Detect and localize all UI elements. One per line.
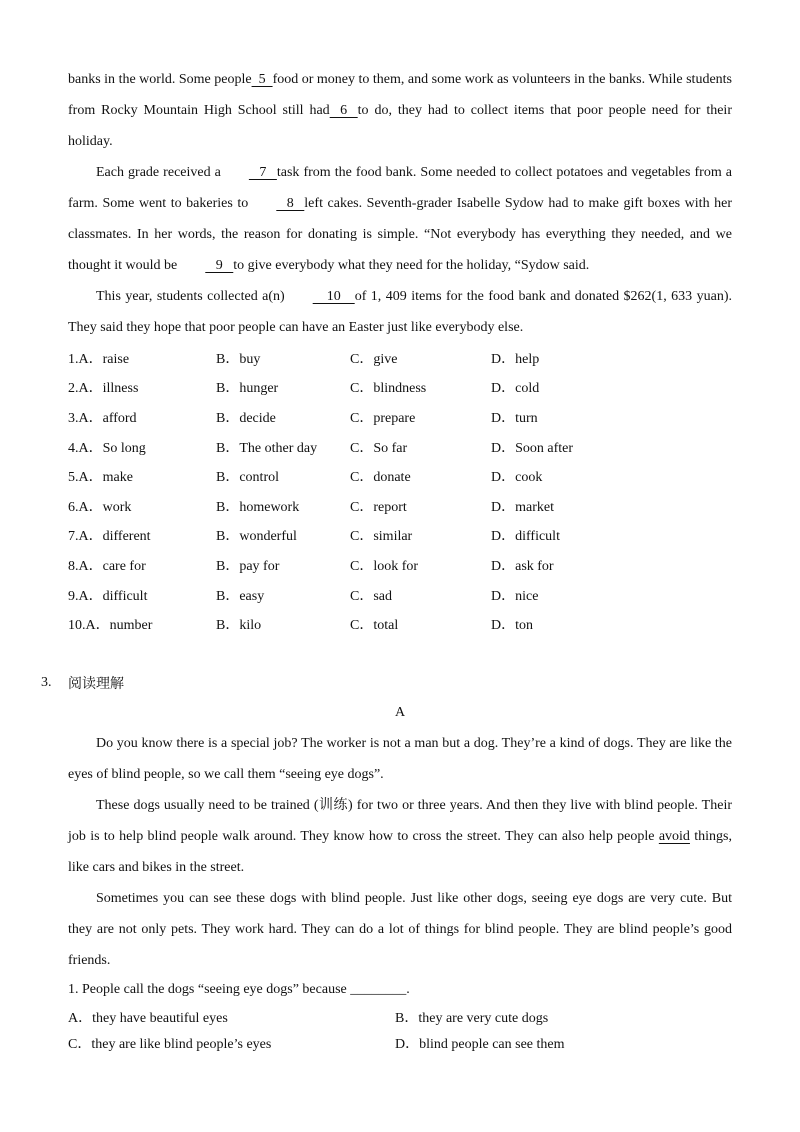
answer-row	[68, 1004, 732, 1030]
answer-b[interactable]: B．they are very cute dogs	[395, 1010, 549, 1026]
blank-7[interactable]: 7	[248, 165, 277, 180]
text: to do, they had to collect items that poor people need for their holiday.	[68, 103, 732, 149]
option-b[interactable]: B．pay for	[216, 558, 280, 574]
passage-paragraph-2	[68, 157, 732, 281]
option-c[interactable]: C．report	[350, 499, 407, 515]
option-b[interactable]: B．control	[216, 470, 279, 486]
option-d[interactable]: D．nice	[491, 588, 539, 604]
option-b[interactable]: B．easy	[216, 588, 265, 604]
blank-5[interactable]: 5	[251, 72, 273, 87]
option-a[interactable]: 1.A．raise	[68, 351, 130, 367]
section-heading	[41, 669, 732, 697]
reading-paragraph-2	[68, 790, 732, 883]
answer-a[interactable]: A．they have beautiful eyes	[68, 1010, 228, 1026]
option-c[interactable]: C．similar	[350, 529, 413, 545]
text: of 1, 409 items for the food bank and donated $262(1, 633 yuan). They said they hope that poor people can have an Easter just like everybody else.	[68, 289, 732, 335]
option-row	[68, 550, 732, 580]
option-c[interactable]: C．So far	[350, 440, 408, 456]
option-c[interactable]: C．total	[350, 618, 399, 634]
option-c[interactable]: C．look for	[350, 558, 419, 574]
text: food or money to them, and some work as volunteers in the banks. While students from Rocky Mountain High School still had	[68, 72, 732, 118]
text: to give everybody what they need for the holiday, “Sydow said.	[233, 258, 590, 273]
option-b[interactable]: B．hunger	[216, 381, 279, 397]
option-a[interactable]: 6.A．work	[68, 499, 132, 515]
option-d[interactable]: D．market	[491, 499, 554, 515]
option-c[interactable]: C．give	[350, 351, 398, 367]
option-c[interactable]: C．blindness	[350, 381, 427, 397]
text: left cakes. Seventh-grader Isabelle Sydow had to make gift boxes with her classmates. In her words, the reason for donating is simple. “Not everybody has everything they needed, and we thought it would be	[68, 196, 733, 273]
option-row	[68, 461, 732, 491]
option-d[interactable]: D．help	[491, 351, 540, 367]
blank-10[interactable]: 10	[312, 289, 355, 304]
document-page	[41, 64, 733, 1056]
option-c[interactable]: C．donate	[350, 470, 411, 486]
answer-d[interactable]: D．blind people can see them	[395, 1036, 565, 1052]
answer-row	[68, 1030, 732, 1056]
option-c[interactable]: C．sad	[350, 588, 392, 604]
option-b[interactable]: B．buy	[216, 351, 261, 367]
option-row	[68, 373, 732, 403]
option-d[interactable]: D．ask for	[491, 558, 554, 574]
option-b[interactable]: B．homework	[216, 499, 300, 515]
text: Each grade received a	[96, 165, 221, 180]
text: These dogs usually need to be trained (训练) for two or three years. And then they live with blind people. Their job is to help blind people walk around. They know how to cross the street. They can also help people	[68, 797, 732, 844]
option-a[interactable]: 5.A．make	[68, 470, 133, 486]
option-d[interactable]: D．cook	[491, 470, 543, 486]
option-d[interactable]: D．difficult	[491, 529, 560, 545]
option-d[interactable]: D．ton	[491, 618, 533, 634]
question-1: 1. People call the dogs “seeing eye dogs” because ________.	[68, 981, 410, 997]
option-c[interactable]: C．prepare	[350, 410, 416, 426]
option-a[interactable]: 10.A．number	[68, 618, 153, 634]
passage-paragraph-3	[68, 281, 732, 343]
option-d[interactable]: D．cold	[491, 381, 540, 397]
text: This year, students collected a(n)	[96, 289, 285, 304]
passage-paragraph-1	[68, 64, 732, 157]
option-a[interactable]: 4.A．So long	[68, 440, 146, 456]
blank-6[interactable]: 6	[329, 103, 358, 118]
option-a[interactable]: 3.A．afford	[68, 410, 137, 426]
underlined-word: avoid	[658, 828, 690, 844]
reading-paragraph-3: Sometimes you can see these dogs with blind people. Just like other dogs, seeing eye dogs are very cute. But they are not only pets. They work hard. They can do a lot of things for blind people. They are blind people’s good friends.	[68, 890, 732, 968]
section-title: 阅读理解	[68, 676, 124, 692]
option-row	[68, 343, 732, 373]
option-b[interactable]: B．decide	[216, 410, 276, 426]
blank-9[interactable]: 9	[205, 258, 234, 273]
option-row	[68, 432, 732, 462]
option-b[interactable]: B．The other day	[216, 440, 318, 456]
option-d[interactable]: D．turn	[491, 410, 538, 426]
text: things, like cars and bikes in the street.	[68, 828, 733, 875]
passage-letter: A	[394, 704, 406, 720]
option-b[interactable]: B．kilo	[216, 618, 262, 634]
option-row	[68, 402, 732, 432]
option-a[interactable]: 9.A．difficult	[68, 588, 148, 604]
option-row	[68, 580, 732, 610]
reading-paragraph-1: Do you know there is a special job? The worker is not a man but a dog. They’re a kind of dogs. They are like the eyes of blind people, so we call them “seeing eye dogs”.	[68, 735, 732, 782]
options-list	[68, 343, 732, 639]
option-a[interactable]: 8.A．care for	[68, 558, 146, 574]
option-row	[68, 521, 732, 551]
option-a[interactable]: 7.A．different	[68, 529, 151, 545]
blank-8[interactable]: 8	[276, 196, 305, 211]
option-d[interactable]: D．Soon after	[491, 440, 574, 456]
section-number: 3.	[41, 674, 52, 690]
option-row	[68, 491, 732, 521]
option-a[interactable]: 2.A．illness	[68, 381, 139, 397]
option-b[interactable]: B．wonderful	[216, 529, 297, 545]
option-row	[68, 609, 732, 639]
answer-c[interactable]: C．they are like blind people’s eyes	[68, 1036, 272, 1052]
text: banks in the world. Some people	[68, 72, 252, 87]
text: task from the food bank. Some needed to collect potatoes and vegetables from a farm. Some went to bakeries to	[68, 165, 732, 211]
